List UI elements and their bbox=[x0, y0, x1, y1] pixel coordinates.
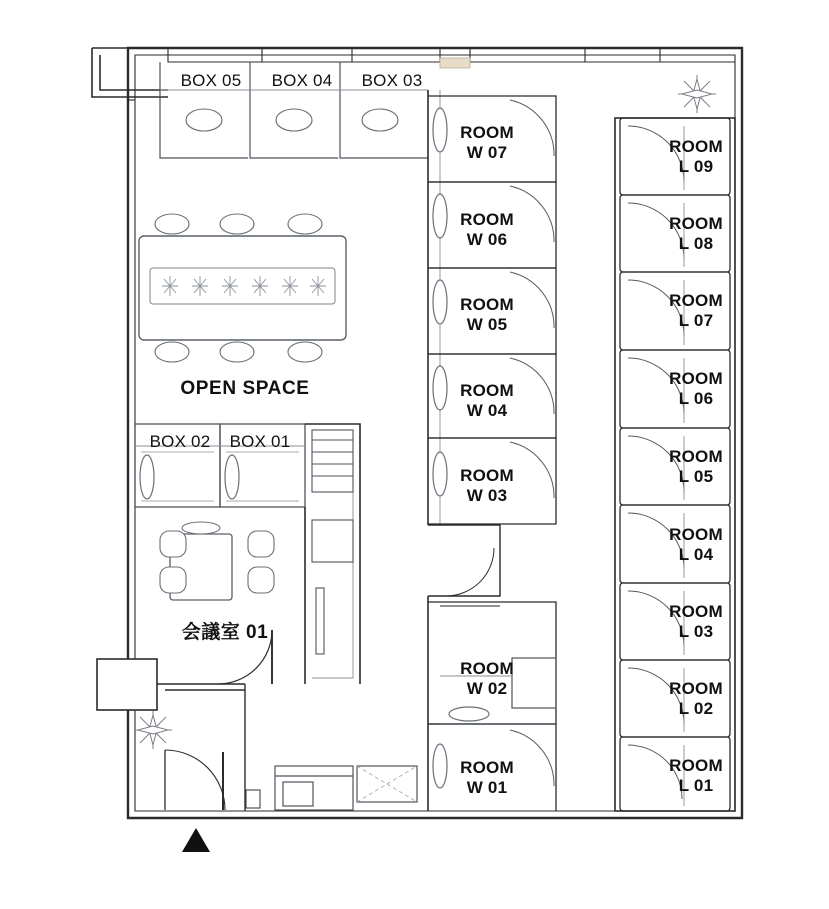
room-label-l-08-line1: ROOM bbox=[669, 214, 723, 233]
room-label-w-05-line1: ROOM bbox=[460, 295, 514, 314]
room-label-w-05-line2: W 05 bbox=[466, 315, 508, 335]
room-label-l-06-line2: L 06 bbox=[678, 389, 714, 409]
box-label-box-01: BOX 01 bbox=[229, 432, 291, 451]
room-label-l-03-line2: L 03 bbox=[678, 622, 714, 642]
room-label-w-07-line1: ROOM bbox=[460, 123, 514, 142]
room-label-l-01-line1: ROOM bbox=[669, 756, 723, 775]
box-label-box-02: BOX 02 bbox=[149, 432, 211, 451]
room-label-l-05 bbox=[660, 447, 732, 487]
room-label-w-06-line2: W 06 bbox=[466, 230, 508, 250]
box-label-box-03: BOX 03 bbox=[361, 71, 423, 90]
room-label-w-03 bbox=[451, 466, 523, 506]
room-label-w-04-line2: W 04 bbox=[466, 401, 508, 421]
room-label-l-07-line2: L 07 bbox=[678, 311, 714, 331]
room-label-l-02 bbox=[660, 679, 732, 719]
entrance-lobby-block bbox=[97, 659, 157, 710]
open-space-table bbox=[139, 236, 346, 340]
room-label-l-03 bbox=[660, 602, 732, 642]
room-label-l-02-line1: ROOM bbox=[669, 679, 723, 698]
room-label-w-02-line1: ROOM bbox=[460, 659, 514, 678]
open-space-label: OPEN SPACE bbox=[180, 378, 310, 399]
entry-threshold bbox=[440, 58, 470, 68]
meeting-room-label: 会議室 01 bbox=[181, 622, 269, 643]
room-label-w-04 bbox=[451, 381, 523, 421]
room-label-l-09 bbox=[660, 137, 732, 177]
room-label-l-09-line1: ROOM bbox=[669, 137, 723, 156]
room-label-w-06 bbox=[451, 210, 523, 250]
room-label-l-02-line2: L 02 bbox=[678, 699, 714, 719]
room-label-w-01-line2: W 01 bbox=[466, 778, 508, 798]
box-label-box-04: BOX 04 bbox=[271, 71, 333, 90]
room-label-l-06 bbox=[660, 369, 732, 409]
room-label-l-06-line1: ROOM bbox=[669, 369, 723, 388]
room-label-w-01 bbox=[451, 758, 523, 798]
room-label-l-04 bbox=[660, 525, 732, 565]
room-label-l-07-line1: ROOM bbox=[669, 291, 723, 310]
room-label-l-07 bbox=[660, 291, 732, 331]
room-label-w-03-line1: ROOM bbox=[460, 466, 514, 485]
top-box-chairs bbox=[186, 109, 398, 131]
room-label-l-01-line2: L 01 bbox=[678, 776, 714, 796]
room-label-w-02-line2: W 02 bbox=[466, 679, 508, 699]
room-label-w-03-line2: W 03 bbox=[466, 486, 508, 506]
room-label-w-04-line1: ROOM bbox=[460, 381, 514, 400]
room-label-l-05-line1: ROOM bbox=[669, 447, 723, 466]
room-label-l-03-line1: ROOM bbox=[669, 602, 723, 621]
room-label-w-02 bbox=[451, 659, 523, 699]
room-label-l-09-line2: L 09 bbox=[678, 157, 714, 177]
room-label-l-08 bbox=[660, 214, 732, 254]
room-label-w-06-line1: ROOM bbox=[460, 210, 514, 229]
box-label-box-05: BOX 05 bbox=[180, 71, 242, 90]
room-label-w-01-line1: ROOM bbox=[460, 758, 514, 777]
room-label-w-07-line2: W 07 bbox=[466, 143, 508, 163]
room-label-w-05 bbox=[451, 295, 523, 335]
room-label-l-01 bbox=[660, 756, 732, 796]
room-label-l-04-line2: L 04 bbox=[678, 545, 714, 565]
room-label-w-07 bbox=[451, 123, 523, 163]
room-label-l-04-line1: ROOM bbox=[669, 525, 723, 544]
room-label-l-05-line2: L 05 bbox=[678, 467, 714, 487]
room-label-l-08-line2: L 08 bbox=[678, 234, 714, 254]
